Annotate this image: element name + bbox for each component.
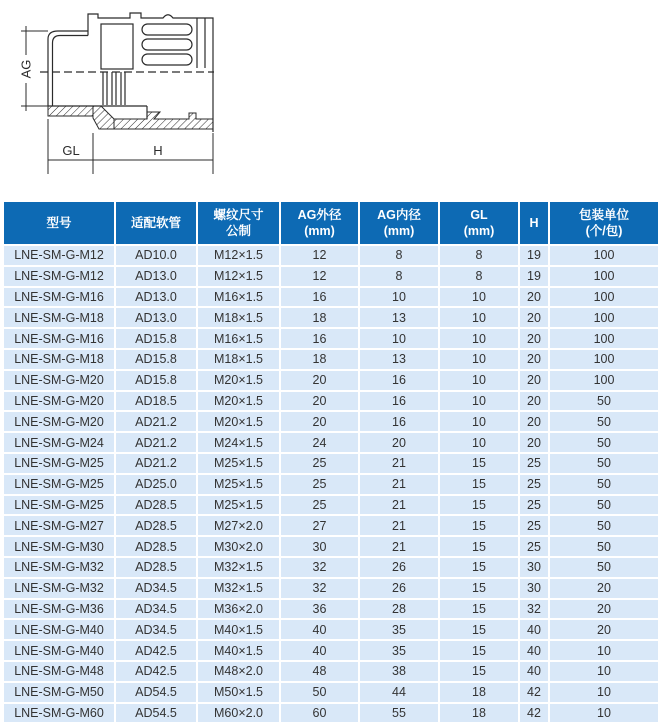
cell: M18×1.5 xyxy=(197,307,280,328)
cell: M12×1.5 xyxy=(197,266,280,287)
cell: 30 xyxy=(519,557,549,578)
cell: 100 xyxy=(549,307,659,328)
cell: M25×1.5 xyxy=(197,453,280,474)
table-row xyxy=(3,515,659,536)
cell: 40 xyxy=(280,640,359,661)
cell: 40 xyxy=(519,661,549,682)
table-row xyxy=(3,599,659,620)
cell: 10 xyxy=(549,661,659,682)
cell: 50 xyxy=(280,682,359,703)
cell: 48 xyxy=(280,661,359,682)
cell: M36×2.0 xyxy=(197,599,280,620)
cell: 15 xyxy=(439,599,519,620)
cell: LNE-SM-G-M30 xyxy=(3,536,115,557)
cell: 20 xyxy=(519,432,549,453)
cell: 10 xyxy=(439,432,519,453)
cell: LNE-SM-G-M25 xyxy=(3,474,115,495)
cell: AD42.5 xyxy=(115,661,197,682)
cell: LNE-SM-G-M40 xyxy=(3,640,115,661)
cell: AD18.5 xyxy=(115,391,197,412)
cell: 10 xyxy=(439,328,519,349)
cell: LNE-SM-G-M18 xyxy=(3,307,115,328)
cell: AD42.5 xyxy=(115,640,197,661)
cell: LNE-SM-G-M24 xyxy=(3,432,115,453)
cell: LNE-SM-G-M50 xyxy=(3,682,115,703)
table-row xyxy=(3,557,659,578)
cell: 42 xyxy=(519,682,549,703)
table-row xyxy=(3,619,659,640)
cell: LNE-SM-G-M25 xyxy=(3,453,115,474)
cell: 100 xyxy=(549,370,659,391)
table-row xyxy=(3,661,659,682)
cell: 16 xyxy=(359,411,439,432)
cell: LNE-SM-G-M16 xyxy=(3,328,115,349)
dim-label-ag: AG xyxy=(18,59,34,79)
cell: 21 xyxy=(359,536,439,557)
cell: AD21.2 xyxy=(115,432,197,453)
cell: 35 xyxy=(359,640,439,661)
cell: AD54.5 xyxy=(115,703,197,724)
cell: LNE-SM-G-M20 xyxy=(3,370,115,391)
cell: M40×1.5 xyxy=(197,619,280,640)
cell: 20 xyxy=(519,328,549,349)
cell: M12×1.5 xyxy=(197,245,280,266)
cell: 25 xyxy=(280,474,359,495)
cell: 13 xyxy=(359,307,439,328)
cell: LNE-SM-G-M20 xyxy=(3,391,115,412)
cell: 28 xyxy=(359,599,439,620)
cell: 20 xyxy=(280,411,359,432)
cell: 12 xyxy=(280,266,359,287)
cell: M40×1.5 xyxy=(197,640,280,661)
column-header: AG外径 (mm) xyxy=(280,201,359,245)
cell: 100 xyxy=(549,287,659,308)
cell: LNE-SM-G-M25 xyxy=(3,495,115,516)
cell: AD25.0 xyxy=(115,474,197,495)
cell: 21 xyxy=(359,453,439,474)
cell: 16 xyxy=(359,370,439,391)
cell: 30 xyxy=(519,578,549,599)
cell: 50 xyxy=(549,515,659,536)
table-row xyxy=(3,370,659,391)
cell: 20 xyxy=(519,349,549,370)
cell: AD28.5 xyxy=(115,515,197,536)
cell: M20×1.5 xyxy=(197,370,280,391)
cell: AD54.5 xyxy=(115,682,197,703)
cell: 15 xyxy=(439,536,519,557)
cell: LNE-SM-G-M12 xyxy=(3,245,115,266)
technical-drawing xyxy=(0,2,262,180)
cell: 15 xyxy=(439,640,519,661)
cell: 20 xyxy=(519,287,549,308)
spec-table xyxy=(2,200,660,724)
cell: AD10.0 xyxy=(115,245,197,266)
table-row xyxy=(3,432,659,453)
cell: LNE-SM-G-M36 xyxy=(3,599,115,620)
table-row xyxy=(3,578,659,599)
cell: 50 xyxy=(549,536,659,557)
cell: 18 xyxy=(439,682,519,703)
cell: 20 xyxy=(280,370,359,391)
cell: AD34.5 xyxy=(115,619,197,640)
cell: 50 xyxy=(549,432,659,453)
cell: 10 xyxy=(439,349,519,370)
cell: 60 xyxy=(280,703,359,724)
cell: AD28.5 xyxy=(115,495,197,516)
cell: AD13.0 xyxy=(115,266,197,287)
cell: 100 xyxy=(549,245,659,266)
table-row xyxy=(3,245,659,266)
cell: 20 xyxy=(519,370,549,391)
cell: 15 xyxy=(439,661,519,682)
cell: 10 xyxy=(439,370,519,391)
cell: 50 xyxy=(549,474,659,495)
cell: 24 xyxy=(280,432,359,453)
cell: M27×2.0 xyxy=(197,515,280,536)
table-row xyxy=(3,328,659,349)
cell: M60×2.0 xyxy=(197,703,280,724)
cell: 26 xyxy=(359,578,439,599)
cell: LNE-SM-G-M32 xyxy=(3,557,115,578)
table-row xyxy=(3,536,659,557)
cell: 27 xyxy=(280,515,359,536)
cell: 8 xyxy=(439,266,519,287)
cell: M20×1.5 xyxy=(197,411,280,432)
cell: 15 xyxy=(439,515,519,536)
cell: 40 xyxy=(519,640,549,661)
cell: 40 xyxy=(519,619,549,640)
cell: 19 xyxy=(519,245,549,266)
cell: 19 xyxy=(519,266,549,287)
cell: 18 xyxy=(280,349,359,370)
cell: 20 xyxy=(359,432,439,453)
cell: 8 xyxy=(359,266,439,287)
cell: 25 xyxy=(519,474,549,495)
cell: M16×1.5 xyxy=(197,328,280,349)
cell: LNE-SM-G-M48 xyxy=(3,661,115,682)
cell: 100 xyxy=(549,349,659,370)
cell: 40 xyxy=(280,619,359,640)
cell: LNE-SM-G-M18 xyxy=(3,349,115,370)
cell: 30 xyxy=(280,536,359,557)
cell: LNE-SM-G-M60 xyxy=(3,703,115,724)
cell: 38 xyxy=(359,661,439,682)
cell: 16 xyxy=(280,287,359,308)
cell: 25 xyxy=(519,536,549,557)
cell: 25 xyxy=(280,453,359,474)
cell: 32 xyxy=(280,578,359,599)
cell: 12 xyxy=(280,245,359,266)
table-row xyxy=(3,307,659,328)
cell: AD15.8 xyxy=(115,370,197,391)
cell: 8 xyxy=(439,245,519,266)
table-row xyxy=(3,391,659,412)
cell: 18 xyxy=(280,307,359,328)
cell: AD28.5 xyxy=(115,557,197,578)
table-row xyxy=(3,640,659,661)
cell: 15 xyxy=(439,453,519,474)
column-header: AG内径 (mm) xyxy=(359,201,439,245)
cell: 20 xyxy=(549,578,659,599)
cell: M32×1.5 xyxy=(197,557,280,578)
dimension-lines xyxy=(18,26,213,174)
cell: M30×2.0 xyxy=(197,536,280,557)
cell: LNE-SM-G-M40 xyxy=(3,619,115,640)
cell: 10 xyxy=(439,287,519,308)
cell: 15 xyxy=(439,619,519,640)
cell: 25 xyxy=(280,495,359,516)
cell: 15 xyxy=(439,578,519,599)
cell: 20 xyxy=(549,599,659,620)
cell: 100 xyxy=(549,266,659,287)
dim-label-h: H xyxy=(153,143,163,158)
cell: M16×1.5 xyxy=(197,287,280,308)
cell: AD13.0 xyxy=(115,287,197,308)
cell: 15 xyxy=(439,474,519,495)
cell: AD34.5 xyxy=(115,578,197,599)
cell: 10 xyxy=(549,640,659,661)
cell: 50 xyxy=(549,411,659,432)
cell: 15 xyxy=(439,495,519,516)
cell: 50 xyxy=(549,391,659,412)
cell: M50×1.5 xyxy=(197,682,280,703)
cell: 42 xyxy=(519,703,549,724)
cell: 26 xyxy=(359,557,439,578)
column-header: 型号 xyxy=(3,201,115,245)
cell: 100 xyxy=(549,328,659,349)
spec-table-header xyxy=(3,201,659,245)
cell: AD21.2 xyxy=(115,411,197,432)
cell: 44 xyxy=(359,682,439,703)
table-row xyxy=(3,703,659,724)
cell: LNE-SM-G-M32 xyxy=(3,578,115,599)
cell: M48×2.0 xyxy=(197,661,280,682)
cell: AD15.8 xyxy=(115,328,197,349)
cell: 16 xyxy=(280,328,359,349)
cell: M20×1.5 xyxy=(197,391,280,412)
cell: 13 xyxy=(359,349,439,370)
cell: 21 xyxy=(359,495,439,516)
cell: 50 xyxy=(549,557,659,578)
column-header: GL (mm) xyxy=(439,201,519,245)
cell: AD34.5 xyxy=(115,599,197,620)
cell: M24×1.5 xyxy=(197,432,280,453)
cell: LNE-SM-G-M27 xyxy=(3,515,115,536)
table-row xyxy=(3,287,659,308)
cell: 20 xyxy=(519,307,549,328)
table-row xyxy=(3,453,659,474)
cell: 25 xyxy=(519,495,549,516)
section-hatch xyxy=(48,106,213,129)
cell: 21 xyxy=(359,515,439,536)
cell: AD13.0 xyxy=(115,307,197,328)
cell: 10 xyxy=(549,682,659,703)
header-row xyxy=(3,201,659,245)
table-row xyxy=(3,474,659,495)
cell: M18×1.5 xyxy=(197,349,280,370)
cell: LNE-SM-G-M12 xyxy=(3,266,115,287)
column-header: 适配软管 xyxy=(115,201,197,245)
table-row xyxy=(3,495,659,516)
table-row xyxy=(3,266,659,287)
cell: M25×1.5 xyxy=(197,495,280,516)
cell: 18 xyxy=(439,703,519,724)
cell: 21 xyxy=(359,474,439,495)
cell: AD15.8 xyxy=(115,349,197,370)
cell: 10 xyxy=(359,287,439,308)
cell: 10 xyxy=(549,703,659,724)
cell: 10 xyxy=(359,328,439,349)
cell: 10 xyxy=(439,411,519,432)
cell: LNE-SM-G-M16 xyxy=(3,287,115,308)
cell: AD28.5 xyxy=(115,536,197,557)
cell: 20 xyxy=(549,619,659,640)
dim-label-gl: GL xyxy=(62,143,80,158)
cell: 32 xyxy=(519,599,549,620)
cell: AD21.2 xyxy=(115,453,197,474)
cell: 36 xyxy=(280,599,359,620)
cell: 20 xyxy=(280,391,359,412)
table-row xyxy=(3,411,659,432)
cell: 25 xyxy=(519,515,549,536)
cell: 32 xyxy=(280,557,359,578)
cell: M25×1.5 xyxy=(197,474,280,495)
cell: 15 xyxy=(439,557,519,578)
cell: 8 xyxy=(359,245,439,266)
column-header: H xyxy=(519,201,549,245)
cell: LNE-SM-G-M20 xyxy=(3,411,115,432)
cell: 35 xyxy=(359,619,439,640)
cell: 55 xyxy=(359,703,439,724)
cell: 10 xyxy=(439,307,519,328)
column-header: 螺纹尺寸 公制 xyxy=(197,201,280,245)
table-row xyxy=(3,682,659,703)
cell: 25 xyxy=(519,453,549,474)
cell: 20 xyxy=(519,411,549,432)
spec-table-body xyxy=(3,245,659,723)
cell: 50 xyxy=(549,495,659,516)
cell: 20 xyxy=(519,391,549,412)
column-header: 包装单位 (个/包) xyxy=(549,201,659,245)
cell: 10 xyxy=(439,391,519,412)
table-row xyxy=(3,349,659,370)
cell: 50 xyxy=(549,453,659,474)
cell: M32×1.5 xyxy=(197,578,280,599)
cell: 16 xyxy=(359,391,439,412)
